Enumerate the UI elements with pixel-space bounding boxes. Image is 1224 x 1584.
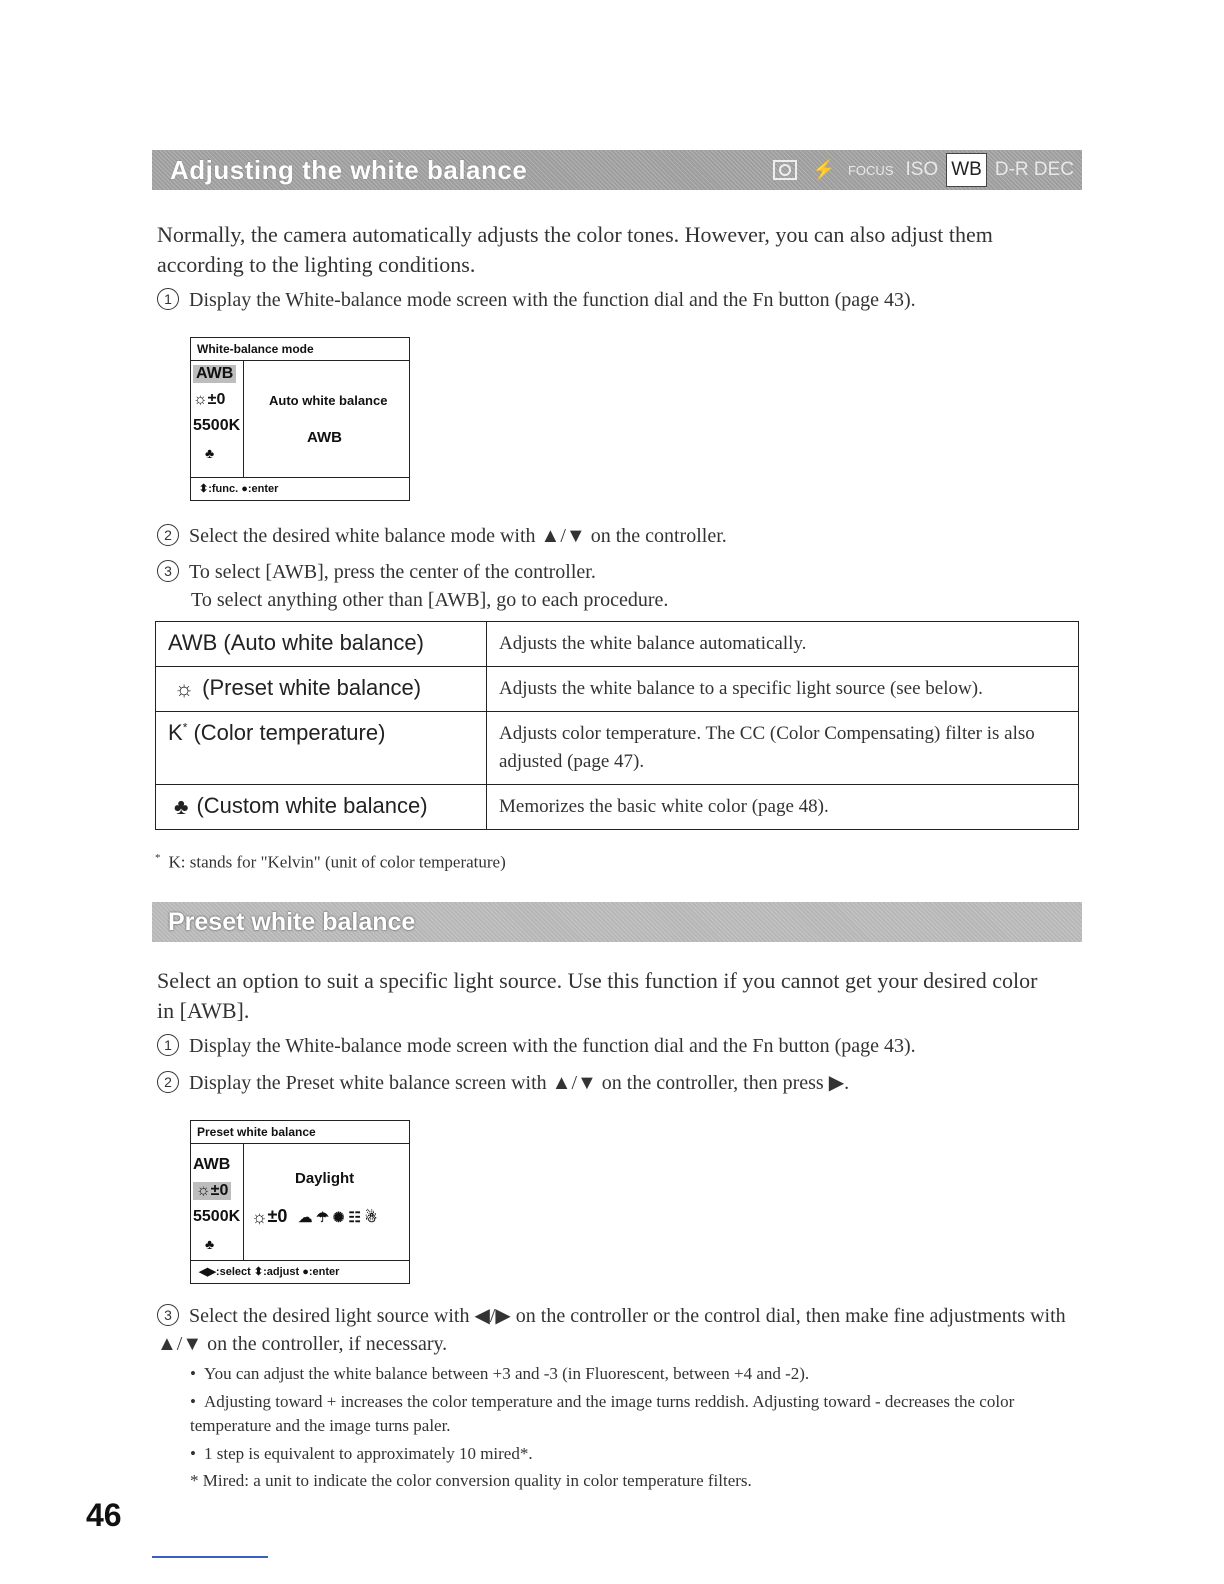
step-number: 3 — [157, 1304, 179, 1326]
step-1 — [157, 286, 1077, 314]
mode-list — [191, 361, 244, 477]
bullet-item: • You can adjust the white balance between +3 and -3 (in Fluorescent, between +4 and -2). — [190, 1364, 810, 1383]
center-button-icon: ● — [302, 1266, 309, 1278]
sun-icon: ☼ — [196, 1182, 211, 1199]
step-text: Display the Preset white balance screen with ▲/▼ on the controller, then press ▶. — [189, 1072, 850, 1094]
screen-title: White-balance mode — [191, 338, 409, 361]
footnote: * K: stands for "Kelvin" (unit of color temperature) — [155, 852, 506, 872]
step-1 — [157, 1032, 1077, 1060]
option-kelvin: 5500K — [193, 417, 241, 434]
page-number: 46 — [86, 1497, 122, 1533]
step-text: Select the desired light source with ◀/▶ on the controller or the control dial, then make fine adjustments with ▲/▼ on the controller, if necessary. — [157, 1305, 1066, 1355]
table-row — [156, 785, 1079, 830]
page-title: Adjusting the white balance — [170, 155, 528, 185]
table-row — [156, 712, 1079, 785]
screen-footer: ⬍:func. ●:enter — [191, 477, 409, 500]
left-right-icon: ◀▶ — [199, 1266, 216, 1278]
table-cell-desc: Adjusts the white balance automatically. — [487, 622, 1079, 667]
option-awb: AWB — [193, 1156, 231, 1173]
preset-white-balance-screen — [190, 1120, 410, 1284]
mired-footnote: * Mired: a unit to indicate the color conversion quality in color temperature filters. — [190, 1471, 752, 1490]
tab-wb: WB — [946, 153, 987, 187]
table-cell-label: ☼ (Preset white balance) — [156, 667, 487, 712]
preset-adjust-value: ☼±0 ☁ ☂ ✺ ☷ ☃ — [251, 1206, 378, 1227]
scene-icon — [772, 158, 798, 182]
option-preset: ☼±0 — [193, 1182, 231, 1200]
up-down-icon: ⬍ — [253, 1266, 264, 1278]
custom-wb-icon: ♣ — [205, 1236, 215, 1252]
light-source-icons: ☁ ☂ ✺ ☷ ☃ — [298, 1209, 378, 1225]
table-cell-label: ♣ (Custom white balance) — [156, 785, 487, 830]
table-cell-desc: Adjusts color temperature. The CC (Color Compensating) filter is also adjusted (page 47). — [487, 712, 1079, 785]
tab-flash: ⚡ — [812, 160, 836, 181]
table-cell-label: K* (Color temperature) — [156, 712, 487, 785]
tab-scene — [766, 154, 804, 186]
step-text: Select the desired white balance mode with ▲/▼ on the controller. — [189, 525, 727, 547]
screen-footer: ◀▶:select ⬍:adjust ●:enter — [191, 1260, 409, 1283]
step-2 — [157, 522, 1077, 550]
option-awb: AWB — [193, 365, 236, 383]
sun-icon: ☼ — [193, 391, 208, 408]
function-tabs — [766, 150, 1082, 190]
table-row — [156, 622, 1079, 667]
step-number: 1 — [157, 1034, 179, 1056]
step-text: Display the White-balance mode screen with the function dial and the Fn button (page 43). — [189, 1035, 916, 1057]
sun-icon: ☼ — [174, 676, 195, 702]
mode-list — [191, 1144, 244, 1260]
mode-description: Auto white balance — [269, 393, 388, 408]
sun-icon: ☼ — [251, 1206, 268, 1227]
section-title: Preset white balance — [168, 908, 416, 936]
center-button-icon: ● — [241, 483, 248, 495]
white-balance-mode-screen — [190, 337, 410, 501]
table-cell-desc: Memorizes the basic white color (page 48). — [487, 785, 1079, 830]
step-number: 2 — [157, 524, 179, 546]
mode-code: AWB — [307, 429, 342, 446]
step-text: Display the White-balance mode screen with the function dial and the Fn button (page 43). — [189, 289, 916, 311]
custom-wb-icon: ♣ — [174, 794, 189, 820]
step-2 — [157, 1069, 1077, 1097]
step-number: 2 — [157, 1071, 179, 1093]
step-text: To select [AWB], press the center of the controller. — [189, 561, 596, 583]
tab-dr-dec: D-R DEC — [994, 159, 1074, 180]
light-source-name: Daylight — [295, 1170, 355, 1187]
section-header-band — [152, 150, 1082, 190]
table-row — [156, 667, 1079, 712]
step-3 — [157, 1302, 1077, 1358]
table-cell-desc: Adjusts the white balance to a specific light source (see below). — [487, 667, 1079, 712]
table-cell-label: AWB (Auto white balance) — [156, 622, 487, 667]
tab-focus: FOCUS — [847, 162, 894, 178]
divider — [152, 1556, 268, 1558]
custom-wb-icon: ♣ — [205, 445, 215, 461]
option-preset: ☼±0 — [193, 391, 226, 409]
step-number: 3 — [157, 560, 179, 582]
white-balance-table — [155, 621, 1079, 830]
intro-text: Normally, the camera automatically adjusts the color tones. However, you can also adjust them according to the lighting conditions. — [157, 222, 993, 277]
section-header-band-2 — [152, 902, 1082, 942]
up-down-icon: ⬍ — [199, 483, 209, 495]
step-text-continued: To select anything other than [AWB], go to each procedure. — [191, 589, 669, 611]
screen-title: Preset white balance — [191, 1121, 409, 1144]
step-3 — [157, 558, 1077, 614]
step-number: 1 — [157, 288, 179, 310]
bullet-item: • Adjusting toward + increases the color temperature and the image turns reddish. Adjusting toward - decreases the color temperature and the image turns paler. — [190, 1392, 1015, 1435]
option-kelvin: 5500K — [193, 1208, 241, 1225]
section2-intro: Select an option to suit a specific light source. Use this function if you cannot get your desired color in [AWB]. — [157, 968, 1038, 1023]
bullet-item: • 1 step is equivalent to approximately 10 mired*. — [190, 1444, 533, 1463]
tab-iso: ISO — [905, 159, 939, 180]
